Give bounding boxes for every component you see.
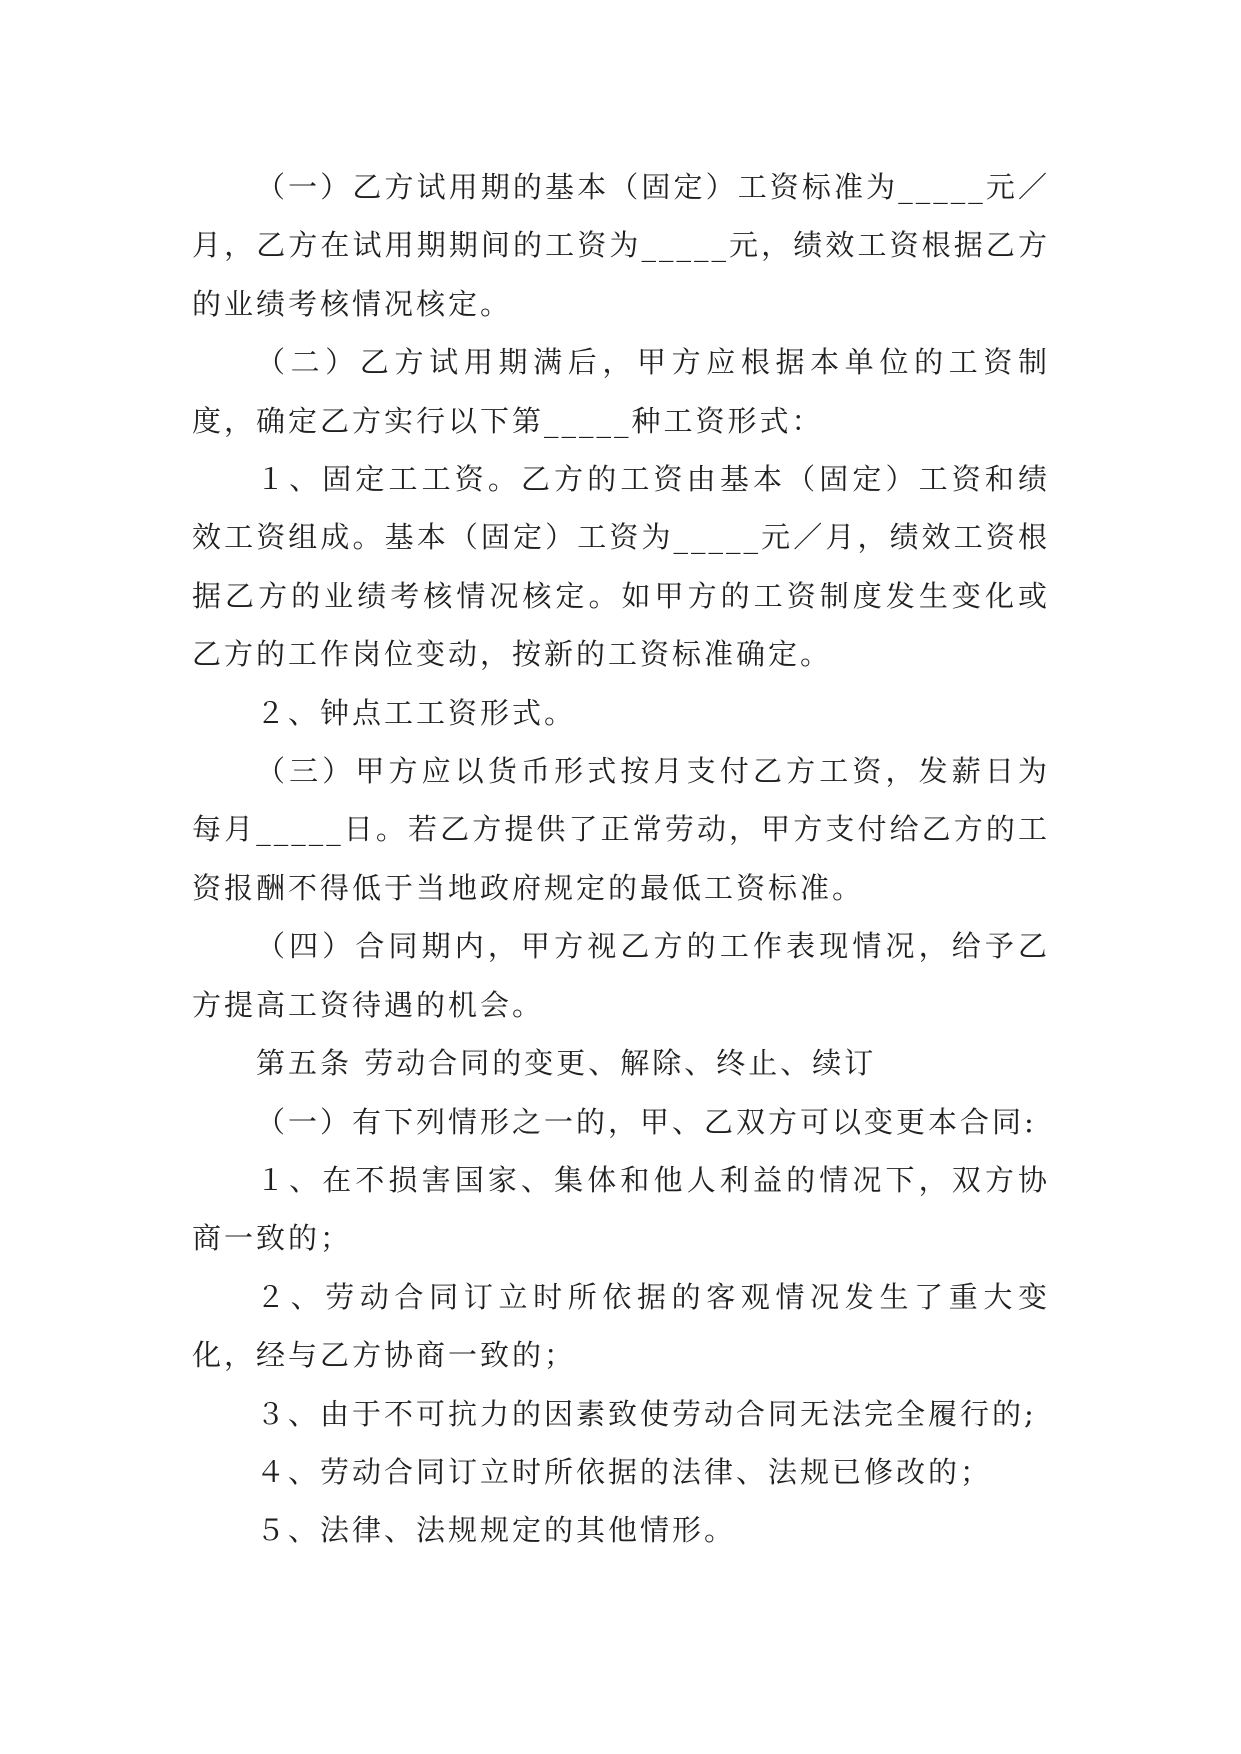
paragraph-probation-wage: （一）乙方试用期的基本（固定）工资标准为_____元／月，乙方在试用期期间的工资为_____元，绩效工资根据乙方的业绩考核情况核定。 [192,170,1050,321]
list-item-change-2: ２、劳动合同订立时所依据的客观情况发生了重大变化，经与乙方协商一致的； [192,1279,1050,1373]
article-five-heading: 第五条 劳动合同的变更、解除、终止、续订 [256,1046,877,1081]
paragraph-wage-form-choice: （二）乙方试用期满后，甲方应根据本单位的工资制度，确定乙方实行以下第_____种工资形式： [192,345,1050,438]
list-item-change-3: ３、由于不可抗力的因素致使劳动合同无法完全履行的; [256,1396,1037,1431]
paragraph-fixed-wage: １、固定工工资。乙方的工资由基本（固定）工资和绩效工资组成。基本（固定）工资为_____元／月，绩效工资根据乙方的业绩考核情况核定。如甲方的工资制度发生变化或乙方的工作岗位变动，按新的工资标准确定。 [192,462,1050,672]
paragraph-change-conditions: （一）有下列情形之一的，甲、乙双方可以变更本合同: [256,1104,1037,1139]
paragraph-payment-date: （三）甲方应以货币形式按月支付乙方工资，发薪日为每月_____日。若乙方提供了正常劳动，甲方支付给乙方的工资报酬不得低于当地政府规定的最低工资标准。 [192,754,1050,905]
list-item-change-4: ４、劳动合同订立时所依据的法律、法规已修改的； [256,1454,993,1489]
document-body [192,158,1050,1560]
paragraph-wage-raise: （四）合同期内，甲方视乙方的工作表现情况，给予乙方提高工资待遇的机会。 [192,929,1050,1022]
list-item-change-1: １、在不损害国家、集体和他人利益的情况下，双方协商一致的； [192,1162,1050,1256]
paragraph-hourly-wage: ２、钟点工工资形式。 [256,695,577,730]
list-item-change-5: ５、法律、法规规定的其他情形。 [256,1513,737,1548]
